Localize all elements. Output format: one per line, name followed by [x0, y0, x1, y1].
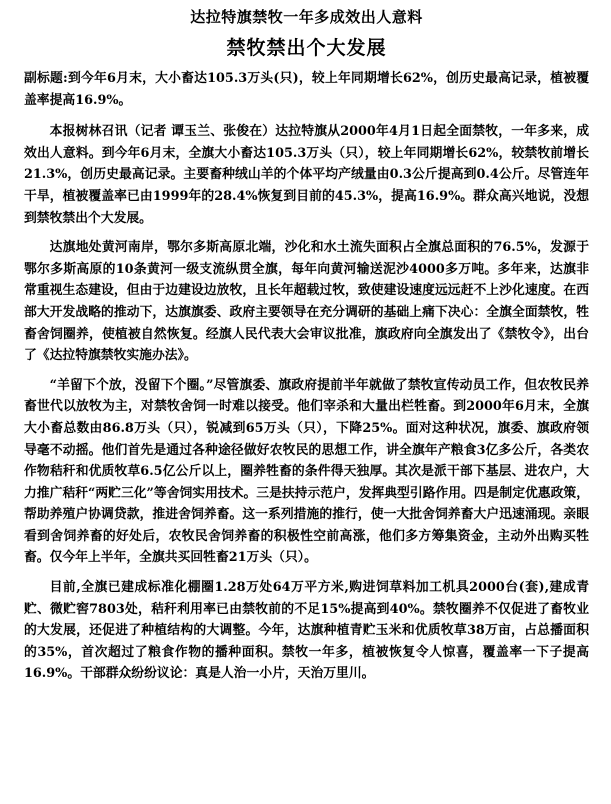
article-subheading: 副标题:到今年6月末，大小畜达105.3万头(只)，较上年同期增长62%，创历史最高记录，植被覆盖率提高16.9%。 [24, 71, 589, 108]
article-paragraph-4: 目前,全旗已建成标准化棚圈1.28万处64万平方米,购进饲草料加工机具2000台(套),建成青贮、微贮窖7803处，秸秆利用率已由禁牧前的不足15%提高到40%。禁牧圈养不仅促进了畜牧业的大发展，还促进了种植结构的大调整。今年，达旗种植青贮玉米和优质牧草38万亩，占总播面积的35%，首次超过了粮食作物的播种面积。禁牧一年多，植被恢复令人惊喜，覆盖率一下子提高16.9%。干部群众纷纷议论：真是人治一小片，天治万里川。 [24, 580, 589, 682]
article-paragraph-3: “羊留下个放，没留下个圈。”尽管旗委、旗政府提前半年就做了禁牧宣传动员工作，但农牧民养畜世代以放牧为主，对禁牧舍饲一时难以接受。他们宰杀和大量出栏牲畜。到2000年6月末，全旗大小畜总数由86.8万头（只），锐减到65万头（只），下降25%。面对这种状况，旗委、旗政府领导毫不动摇。他们首先是通过各种途径做好农牧民的思想工作，讲全旗年产粮食3亿多公斤，各类农作物秸秆和优质牧草6.5亿公斤以上，圈养牲畜的条件得天独厚。其次是派干部下基层、进农户，大力推广秸秆“两贮三化”等舍饲实用技术。三是扶持示范户，发挥典型引路作用。四是制定优惠政策，帮助养殖户协调贷款，推进舍饲养畜。这一系列措施的推行，使一大批舍饲养畜大户迅速涌现。亲眼看到舍饲养畜的好处后，农牧民舍饲养畜的积极性空前高涨，他们多方筹集资金，主动外出购买牲畜。仅今年上半年，全旗共买回牲畜21万头（只）。 [24, 377, 589, 566]
article-headline: 禁牧禁出个大发展 [226, 37, 387, 59]
article-paragraph-2: 达旗地处黄河南岸，鄂尔多斯高原北端，沙化和水土流失面积占全旗总面积的76.5%，发源于鄂尔多斯高原的10条黄河一级支流纵贯全旗，每年向黄河输送泥沙4000多万吨。多年来，达旗非常重视生态建设，但由于边建设边放牧，且长年超载过牧，致使建设速度远远赶不上沙化速度。在西部大开发战略的推动下，达旗旗委、政府主要领导在充分调研的基础上痛下决心：全旗全面禁牧，牲畜舍饲圈养，使植被自然恢复。经旗人民代表大会审议批准，旗政府向全旗发出了《禁牧令》，出台了《达拉特旗禁牧实施办法》。 [24, 240, 589, 364]
article-kicker: 达拉特旗禁牧一年多成效出人意料 [190, 8, 423, 26]
article-paragraph-1: 本报树林召讯（记者 谭玉兰、张俊在）达拉特旗从2000年4月1日起全面禁牧，一年多来，成效出人意料。到今年6月末，全旗大小畜达105.3万头（只），较上年同期增长62%，较禁牧前增长21.3%，创历史最高记录。主要畜种绒山羊的个体平均产绒量由0.3公斤提高到0.4公斤。尽管连年干旱，植被覆盖率已由1999年的28.4%恢复到目前的45.3%，提高16.9%。群众高兴地说，没想到禁牧禁出个大发展。 [24, 124, 589, 226]
